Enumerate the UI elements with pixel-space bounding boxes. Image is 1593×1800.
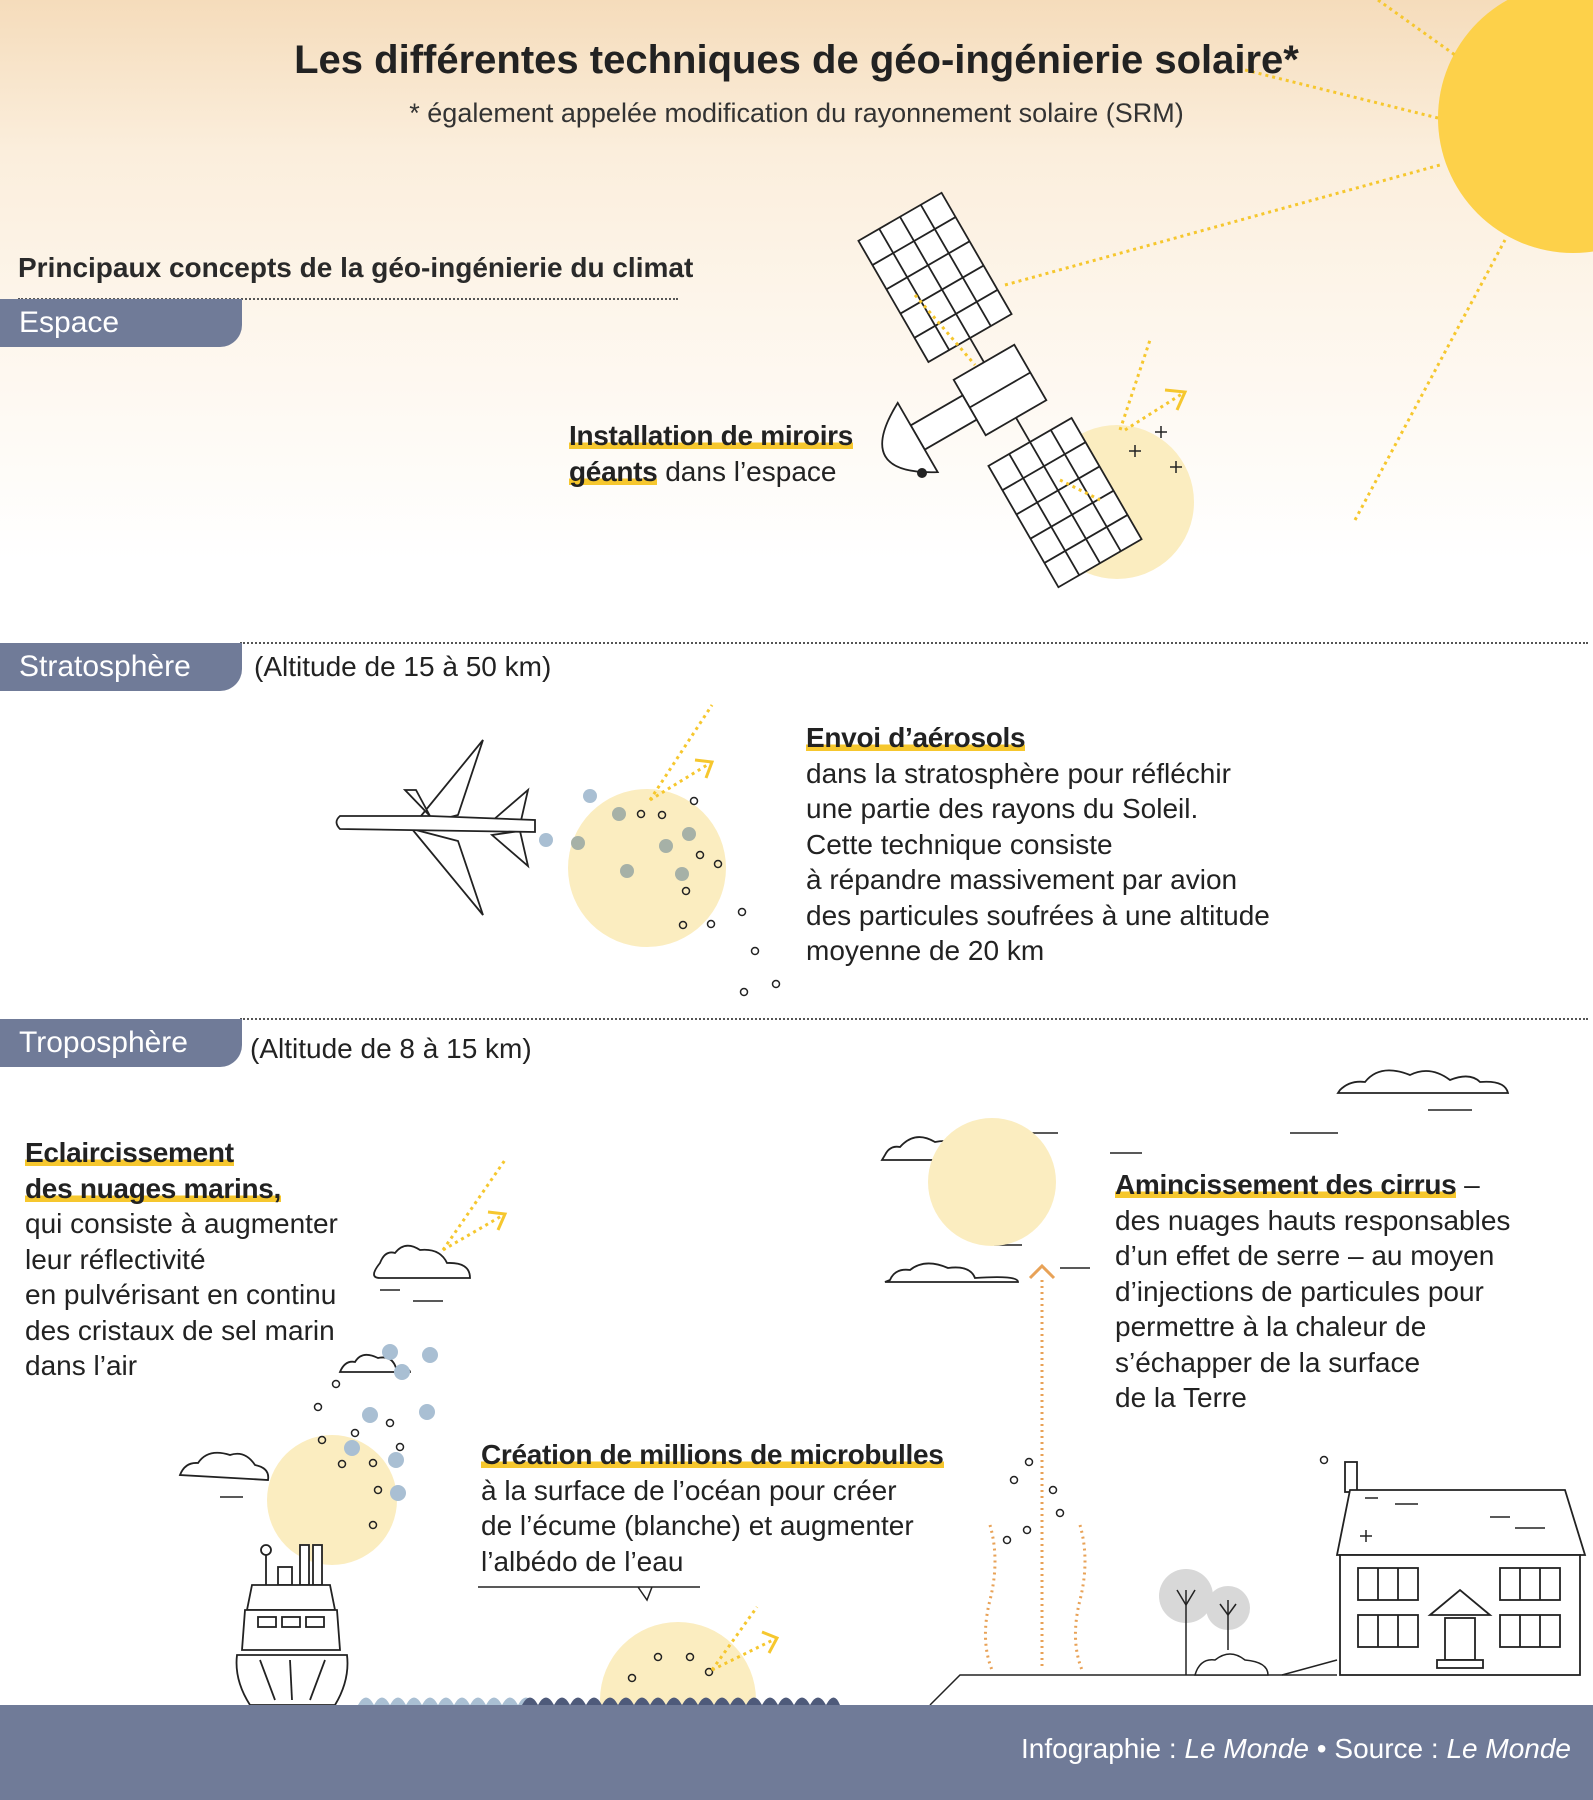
credit-separator: • (1309, 1733, 1335, 1764)
microbubbles-line: l’albédo de l’eau (481, 1545, 684, 1577)
marine-line: dans l’air (25, 1350, 138, 1381)
technique-aerosols (806, 720, 1270, 969)
marine-title-1: Eclaircissement (25, 1137, 234, 1168)
intro-heading: Principaux concepts de la géo-ingénierie du climat (18, 252, 694, 283)
house-icon (930, 1462, 1585, 1705)
troposphere-altitude: (Altitude de 8 à 15 km) (250, 1033, 532, 1064)
source-label: Source : (1334, 1733, 1447, 1764)
cirrus-line: de la Terre (1115, 1382, 1247, 1413)
cirrus-line: d’un effet de serre – au moyen (1115, 1240, 1495, 1271)
mirrors-title-1: Installation de miroirs (569, 420, 854, 451)
divider-stratosphere (240, 642, 1588, 644)
waves-icon (358, 1698, 840, 1706)
microbubbles-line: de l’écume (blanche) et augmenter (481, 1510, 914, 1541)
aerosols-line: une partie des rayons du Soleil. (806, 793, 1199, 824)
microbubbles-line: à la surface de l’océan pour créer (481, 1474, 897, 1506)
aerosols-line: des particules soufrées à une altitude (806, 899, 1270, 931)
cirrus-line: permettre à la chaleur de (1115, 1311, 1427, 1342)
cirrus-title: Amincissement des cirrus (1115, 1169, 1457, 1200)
section-tab-space: Espace (0, 299, 242, 347)
marine-line: en pulvérisant en continu (25, 1279, 337, 1310)
technique-microbubbles (481, 1437, 944, 1579)
infographie-name: Le Monde (1184, 1733, 1310, 1764)
page-title: Les différentes techniques de géo-ingénierie solaire* (294, 38, 1299, 82)
aerosols-line: Cette technique consiste (806, 828, 1113, 860)
cirrus-line: s’échapper de la surface (1115, 1346, 1421, 1378)
infographie-label: Infographie : (1021, 1733, 1185, 1764)
mirrors-rest: dans l’espace (657, 455, 837, 487)
footer-credit (1021, 1733, 1571, 1765)
marine-line: qui consiste à augmenter (25, 1208, 338, 1239)
mirrors-title-2: géants (569, 455, 658, 487)
technique-cirrus (1115, 1167, 1510, 1416)
page-subtitle: * également appelée modification du rayonnement solaire (SRM) (409, 98, 1184, 128)
marine-title-2: des nuages marins, (25, 1172, 282, 1204)
technique-marine-clouds (25, 1135, 338, 1384)
technique-mirrors (569, 418, 853, 489)
aerosols-line: moyenne de 20 km (806, 935, 1045, 966)
stratosphere-altitude: (Altitude de 15 à 50 km) (254, 651, 552, 682)
cirrus-dash: – (1456, 1169, 1480, 1200)
aerosols-line: à répandre massivement par avion (806, 864, 1238, 895)
microbubbles-title: Création de millions de microbulles (481, 1439, 944, 1470)
marine-line: leur réflectivité (25, 1243, 206, 1275)
airplane-icon (337, 705, 780, 996)
divider-troposphere (240, 1018, 1588, 1020)
marine-line: des cristaux de sel marin (25, 1314, 335, 1346)
section-tab-troposphere: Troposphère (0, 1019, 242, 1067)
satellite-icon (785, 193, 1194, 630)
cirrus-line: des nuages hauts responsables (1115, 1204, 1511, 1236)
aerosols-title: Envoi d’aérosols (806, 722, 1026, 753)
aerosols-line: dans la stratosphère pour réfléchir (806, 757, 1231, 789)
section-tab-stratosphere: Stratosphère (0, 643, 242, 691)
cirrus-line: d’injections de particules pour (1115, 1275, 1484, 1307)
source-name: Le Monde (1446, 1733, 1571, 1764)
